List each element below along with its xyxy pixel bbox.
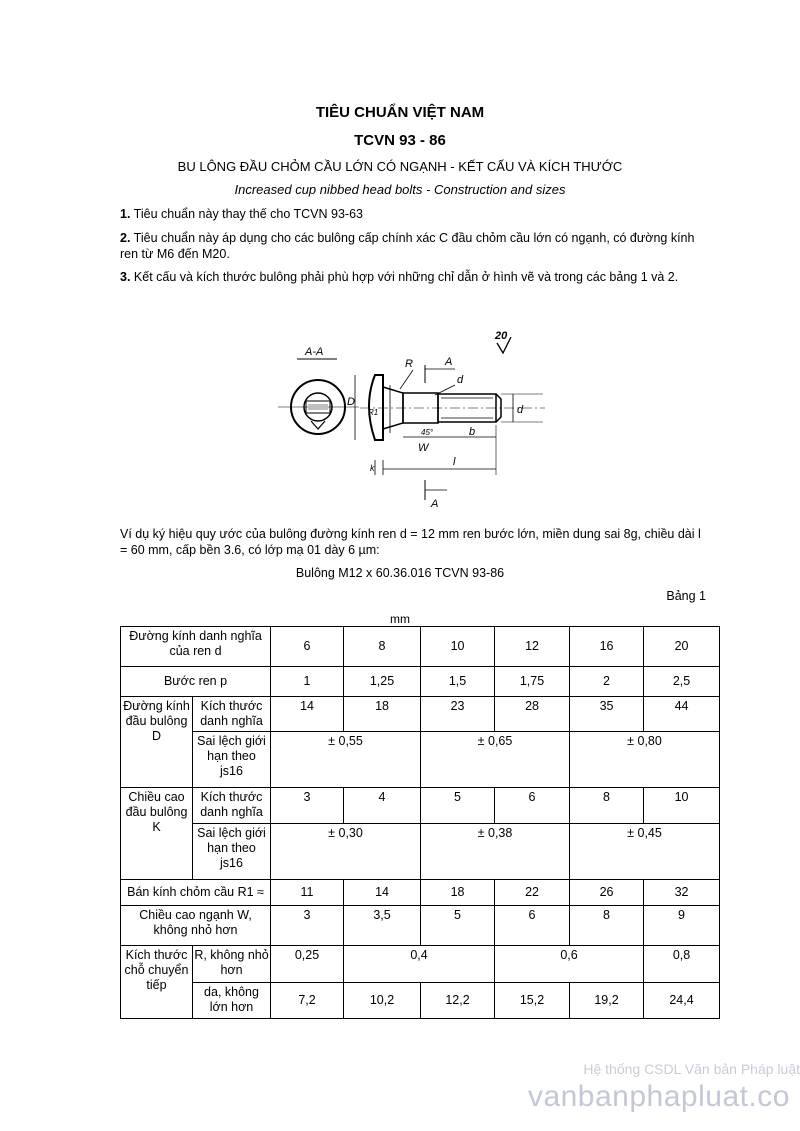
table-row [121,906,720,946]
table-row [121,880,720,906]
table-cell: 24,4 [644,983,720,1019]
sub-label: Kích thước danh nghĩa [193,788,271,824]
section-mark-bottom: A [431,498,439,510]
dim-R: R [405,358,413,370]
table-cell: 44 [644,697,720,732]
table-cell: 5 [421,788,495,824]
table-row [121,824,720,880]
table-cell: 3,5 [344,906,421,946]
table-cell: 32 [644,880,720,906]
watermark-line2: vanbanphapluat.co [527,1080,790,1113]
dim-R1: R1 [368,408,379,417]
table-cell: 14 [271,697,344,732]
table-cell: 28 [495,697,570,732]
table-cell: 11 [271,880,344,906]
table-cell: 4 [344,788,421,824]
dim-D: D [347,396,355,408]
sub-label: da, không lớn hơn [193,983,271,1019]
doc-subtitle-en: Increased cup nibbed head bolts - Construction and sizes [234,182,566,197]
sub-label: Kích thước danh nghĩa [193,697,271,732]
table-cell: 1,75 [495,667,570,697]
table-cell: 12 [495,627,570,667]
sub-label: Sai lệch giới hạn theo js16 [193,732,271,788]
doc-code: TCVN 93 - 86 [354,132,446,149]
group-label: Chiều cao đầu bulông K [121,788,193,880]
table-cell: 20 [644,627,720,667]
table-row [121,667,720,697]
table-cell: 10 [644,788,720,824]
table-cell: 6 [495,906,570,946]
section-label: A-A [305,346,324,358]
table-cell: 5 [421,906,495,946]
table-cell: 35 [570,697,644,732]
table-row [121,946,720,983]
table-cell: 14 [344,880,421,906]
example-text: Ví dụ ký hiệu quy ước của bulông đường kính ren d = 12 mm ren bước lớn, miền dung sai 8g, chiều dài l = 60 mm, cấp bền 3.6, có lớp mạ 01 dày 6 µm: [120,527,701,557]
table-cell: 16 [570,627,644,667]
doc-subtitle: BU LÔNG ĐẦU CHỎM CẦU LỚN CÓ NGẠNH - KẾT CẤU VÀ KÍCH THƯỚC [177,159,623,174]
sub-label: R, không nhỏ hơn [193,946,271,983]
table-cell: 2 [570,667,644,697]
paragraph-3: 3. Kết cấu và kích thước bulông phải phù hợp với những chỉ dẫn ở hình vẽ và trong các bảng 1 và 2. [120,270,679,284]
table-cell: 10 [421,627,495,667]
table-cell: 2,5 [644,667,720,697]
table-cell: 23 [421,697,495,732]
dim-angle: 45° [421,428,434,437]
table-row [121,627,720,667]
row-label: Chiều cao ngạnh W, không nhỏ hơn [121,906,271,946]
section-mark-top: A [445,356,453,368]
table-cell: ± 0,30 [271,824,421,880]
table-cell: ± 0,38 [421,824,570,880]
table-cell: 9 [644,906,720,946]
table-row [121,983,720,1019]
watermark-line1: Hệ thống CSDL Văn bản Pháp luật [583,1061,800,1077]
bolt-drawing [275,325,555,510]
table-cell: 0,4 [344,946,495,983]
table-cell: ± 0,45 [570,824,720,880]
table-cell: ± 0,55 [271,732,421,788]
row-label: Đường kính danh nghĩa của ren d [121,627,271,667]
table-cell: ± 0,80 [570,732,720,788]
table-cell: 18 [344,697,421,732]
table-cell: 10,2 [344,983,421,1019]
table-row [121,732,720,788]
dim-d: d [517,404,524,416]
table-cell: 6 [271,627,344,667]
paragraph-2: 2. Tiêu chuẩn này áp dụng cho các bulông cấp chính xác C đầu chỏm cầu lớn có ngạnh, có đường kính ren từ M6 đến M20. [120,231,695,261]
table-cell: 8 [570,906,644,946]
row-label: Bước ren p [121,667,271,697]
group-label: Kích thước chỗ chuyển tiếp [121,946,193,1019]
table-cell: 26 [570,880,644,906]
dim-d1: d [457,374,464,386]
table-cell: 7,2 [271,983,344,1019]
table-cell: 22 [495,880,570,906]
table-cell: ± 0,65 [421,732,570,788]
dim-W: W [418,442,429,454]
table-cell: 8 [570,788,644,824]
table-row [121,697,720,732]
table-cell: 12,2 [421,983,495,1019]
roughness-label: 20 [495,330,508,342]
table-unit: mm [390,612,410,626]
table-cell: 15,2 [495,983,570,1019]
table-cell: 18 [421,880,495,906]
table-cell: 3 [271,906,344,946]
dim-b: b [469,426,476,438]
table-cell: 0,25 [271,946,344,983]
table-cell: 1 [271,667,344,697]
table-row [121,788,720,824]
example-designation: Bulông M12 x 60.36.016 TCVN 93-86 [295,566,505,580]
table-cell: 6 [495,788,570,824]
row-label: Bán kính chỏm cầu R1 ≈ [121,880,271,906]
sub-label: Sai lệch giới hạn theo js16 [193,824,271,880]
table-cell: 0,6 [495,946,644,983]
table-cell: 8 [344,627,421,667]
group-label: Đường kính đầu bulông D [121,697,193,788]
table-cell: 0,8 [644,946,720,983]
doc-title: TIÊU CHUẨN VIỆT NAM [315,104,485,121]
table-cell: 19,2 [570,983,644,1019]
dim-l: l [453,456,456,468]
paragraph-1: 1. Tiêu chuẩn này thay thế cho TCVN 93-63 [120,207,363,221]
table-cell: 1,25 [344,667,421,697]
table-cell: 1,5 [421,667,495,697]
table-caption: Bảng 1 [666,589,706,603]
table-cell: 3 [271,788,344,824]
dim-k: k [370,463,375,473]
spec-table [120,626,720,1019]
